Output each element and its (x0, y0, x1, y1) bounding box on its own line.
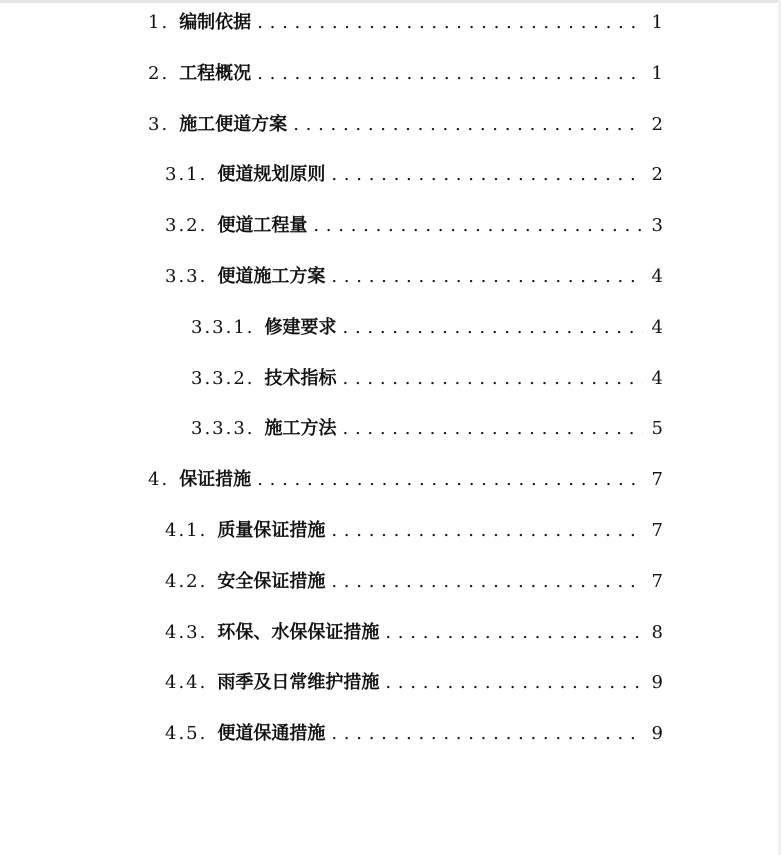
toc-entry-number: 4.1. (165, 520, 208, 541)
toc-dot-leader (257, 61, 643, 87)
toc-entry[interactable] (165, 264, 663, 290)
toc-entry-page: 1 (651, 63, 663, 84)
toc-entry-title: 便道规划原则 (217, 164, 326, 185)
toc-entry-page: 4 (651, 266, 663, 287)
toc-dot-leader (385, 670, 643, 696)
toc-entry-page: 4 (651, 368, 663, 389)
toc-dot-leader (257, 467, 643, 493)
toc-entry-page: 7 (651, 520, 663, 541)
toc-entry-title: 施工方法 (264, 418, 337, 439)
toc-entry-title: 保证措施 (179, 469, 252, 490)
toc-entry-number: 4.4. (165, 672, 208, 693)
toc-entry[interactable] (165, 721, 663, 747)
toc-entry-page: 3 (651, 215, 663, 236)
toc-entry-title: 施工便道方案 (179, 114, 288, 135)
toc-entry-page: 2 (651, 164, 663, 185)
toc-entry[interactable] (165, 620, 663, 646)
toc-entry-title: 质量保证措施 (217, 520, 326, 541)
toc-entry[interactable] (148, 61, 663, 87)
toc-entry-title: 工程概况 (179, 63, 252, 84)
toc-dot-leader (343, 315, 643, 341)
toc-dot-leader (331, 162, 643, 188)
toc-entry[interactable] (148, 467, 663, 493)
toc-entry-title: 修建要求 (264, 317, 337, 338)
toc-entry-title: 雨季及日常维护措施 (217, 672, 380, 693)
toc-entry-title: 技术指标 (264, 368, 337, 389)
toc-entry-title: 环保、水保保证措施 (217, 622, 380, 643)
toc-dot-leader (385, 620, 643, 646)
toc-entry[interactable] (165, 569, 663, 595)
toc-entry[interactable] (165, 162, 663, 188)
toc-entry-page: 4 (651, 317, 663, 338)
toc-dot-leader (343, 416, 643, 442)
toc-entry-page: 5 (651, 418, 663, 439)
toc-dot-leader (313, 213, 643, 239)
toc-dot-leader (293, 112, 643, 138)
toc-entry-page: 8 (651, 622, 663, 643)
toc-entry-number: 4.5. (165, 723, 208, 744)
toc-entry-number: 3.3.2. (191, 368, 255, 389)
toc-entry[interactable] (148, 10, 663, 36)
toc-entry-page: 9 (651, 672, 663, 693)
toc-entry[interactable] (165, 670, 663, 696)
toc-dot-leader (331, 264, 643, 290)
toc-dot-leader (257, 10, 643, 36)
toc-entry-number: 3.3.3. (191, 418, 255, 439)
toc-entry-title: 便道保通措施 (217, 723, 326, 744)
toc-entry-number: 4. (148, 469, 170, 490)
toc-entry-title: 便道工程量 (217, 215, 308, 236)
toc-entry-number: 3. (148, 114, 170, 135)
toc-entry-number: 3.3. (165, 266, 208, 287)
toc-entry-page: 7 (651, 571, 663, 592)
toc-dot-leader (343, 366, 643, 392)
toc-dot-leader (331, 518, 643, 544)
toc-dot-leader (331, 721, 643, 747)
toc-entry-page: 7 (651, 469, 663, 490)
toc-entry[interactable] (191, 416, 663, 442)
toc-entry-title: 编制依据 (179, 12, 252, 33)
toc-entry[interactable] (165, 213, 663, 239)
toc-entry[interactable] (191, 315, 663, 341)
toc-entry-title: 便道施工方案 (217, 266, 326, 287)
toc-dot-leader (331, 569, 643, 595)
toc-entry-title: 安全保证措施 (217, 571, 326, 592)
toc-entry-page: 9 (651, 723, 663, 744)
toc-entry-number: 4.3. (165, 622, 208, 643)
toc-entry-page: 2 (651, 114, 663, 135)
toc-entry[interactable] (148, 112, 663, 138)
toc-entry-number: 3.1. (165, 164, 208, 185)
toc-entry-number: 2. (148, 63, 170, 84)
toc-entry-number: 4.2. (165, 571, 208, 592)
toc-entry-page: 1 (651, 12, 663, 33)
toc-entry[interactable] (191, 366, 663, 392)
toc-entry-number: 1. (148, 12, 170, 33)
toc-entry-number: 3.2. (165, 215, 208, 236)
toc-entry[interactable] (165, 518, 663, 544)
toc-entry-number: 3.3.1. (191, 317, 255, 338)
